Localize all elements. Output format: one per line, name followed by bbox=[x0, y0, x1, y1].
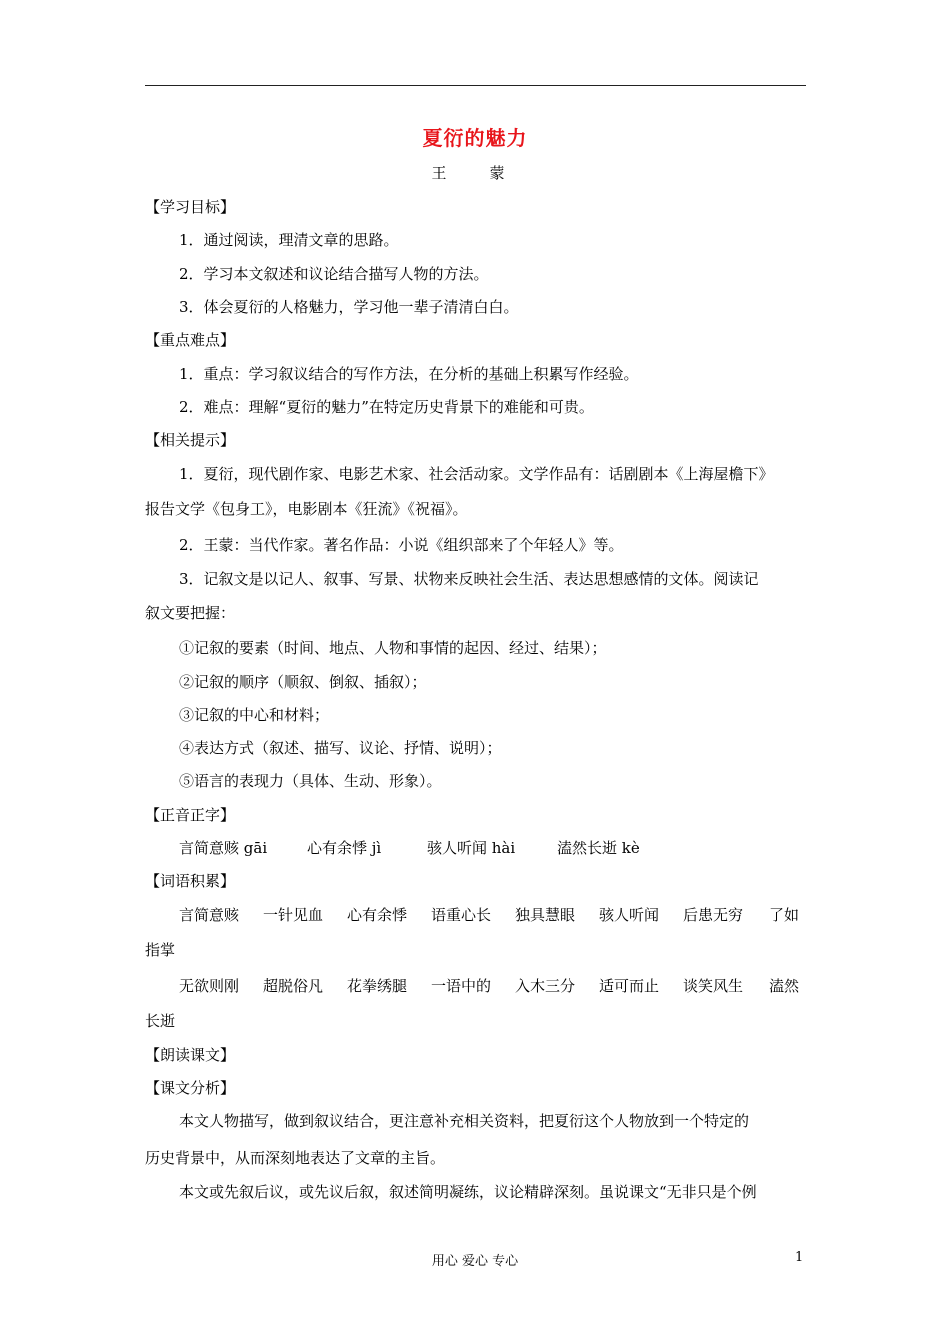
vocab-row bbox=[179, 905, 799, 925]
goal-item: 3．体会夏衍的人格魅力，学习他一辈子清清白白。 bbox=[179, 298, 519, 316]
key-item: 1．重点：学习叙议结合的写作方法，在分析的基础上积累写作经验。 bbox=[179, 365, 639, 383]
heading-pronunciation: 【正音正字】 bbox=[145, 806, 236, 824]
document-title: 夏衍的魅力 bbox=[422, 126, 528, 150]
analysis-paragraph: 本文人物描写，做到叙议结合，更注意补充相关资料，把夏衍这个人物放到一个特定的 bbox=[179, 1112, 750, 1130]
vocab-word: 谈笑风生 bbox=[683, 977, 744, 995]
key-item: 2．难点：理解“夏衍的魅力”在特定历史背景下的难能和可贵。 bbox=[179, 398, 594, 416]
footer-text: 用心 爱心 专心 bbox=[431, 1254, 519, 1269]
hint-list-item: ④表达方式（叙述、描写、议论、抒情、说明）； bbox=[179, 739, 502, 757]
goal-item: 2．学习本文叙述和议论结合描写人物的方法。 bbox=[179, 265, 489, 283]
vocab-word: 适可而止 bbox=[599, 977, 660, 995]
pronunciation-word: 心有余悸 jì bbox=[307, 839, 382, 857]
analysis-paragraph: 本文或先叙后议，或先议后叙，叙述简明凝练，议论精辟深刻。虽说课文“无非只是个例 bbox=[179, 1183, 757, 1201]
vocab-word: 一语中的 bbox=[431, 977, 492, 995]
vocab-word: 言简意赅 bbox=[179, 906, 240, 924]
analysis-paragraph-cont: 历史背景中，从而深刻地表达了文章的主旨。 bbox=[145, 1149, 446, 1167]
hint-list-item: ②记叙的顺序（顺叙、倒叙、插叙）； bbox=[179, 673, 427, 691]
vocab-word: 语重心长 bbox=[431, 906, 492, 924]
vocab-word: 骇人听闻 bbox=[599, 906, 660, 924]
vocab-word: 后患无穷 bbox=[683, 906, 744, 924]
pronunciation-word: 骇人听闻 hài bbox=[427, 839, 516, 857]
vocab-word: 无欲则刚 bbox=[179, 977, 240, 995]
author: 王 蒙 bbox=[431, 164, 519, 182]
heading-analysis: 【课文分析】 bbox=[145, 1079, 236, 1097]
pronunciation-word: 言简意赅 gāi bbox=[179, 839, 268, 857]
heading-vocab: 【词语积累】 bbox=[145, 872, 236, 890]
pronunciation-row bbox=[179, 838, 640, 858]
vocab-word-cont: 指掌 bbox=[145, 941, 176, 959]
heading-hints: 【相关提示】 bbox=[145, 431, 236, 449]
vocab-word: 入木三分 bbox=[515, 977, 576, 995]
hint-paragraph-cont: 报告文学《包身工》，电影剧本《狂流》《祝福》。 bbox=[145, 500, 468, 518]
hint-paragraph: 3．记叙文是以记人、叙事、写景、状物来反映社会生活、表达思想感情的文体。阅读记 bbox=[179, 570, 759, 588]
vocab-word: 了如 bbox=[769, 906, 800, 924]
heading-reading: 【朗读课文】 bbox=[145, 1046, 236, 1064]
vocab-word: 花拳绣腿 bbox=[347, 977, 408, 995]
vocab-word-cont: 长逝 bbox=[145, 1012, 176, 1030]
page-number: 1 bbox=[795, 1250, 804, 1265]
vocab-word: 溘然 bbox=[769, 977, 800, 995]
hint-list-item: ①记叙的要素（时间、地点、人物和事情的起因、经过、结果）； bbox=[179, 639, 607, 657]
header-rule bbox=[145, 85, 806, 86]
vocab-word: 心有余悸 bbox=[347, 906, 408, 924]
hint-list-item: ③记叙的中心和材料； bbox=[179, 706, 330, 724]
heading-goals: 【学习目标】 bbox=[145, 198, 236, 216]
vocab-word: 超脱俗凡 bbox=[263, 977, 324, 995]
hint-paragraph: 1．夏衍，现代剧作家、电影艺术家、社会活动家。文学作品有：话剧剧本《上海屋檐下》 bbox=[179, 465, 774, 483]
vocab-word: 独具慧眼 bbox=[515, 906, 576, 924]
pronunciation-word: 溘然长逝 kè bbox=[557, 839, 640, 857]
hint-paragraph-cont: 叙文要把握： bbox=[145, 604, 236, 622]
heading-key: 【重点难点】 bbox=[145, 331, 236, 349]
vocab-word: 一针见血 bbox=[263, 906, 324, 924]
hint-paragraph: 2．王蒙：当代作家。著名作品：小说《组织部来了个年轻人》等。 bbox=[179, 536, 624, 554]
hint-list-item: ⑤语言的表现力（具体、生动、形象）。 bbox=[179, 772, 442, 790]
vocab-row bbox=[179, 976, 799, 996]
goal-item: 1．通过阅读，理清文章的思路。 bbox=[179, 231, 399, 249]
